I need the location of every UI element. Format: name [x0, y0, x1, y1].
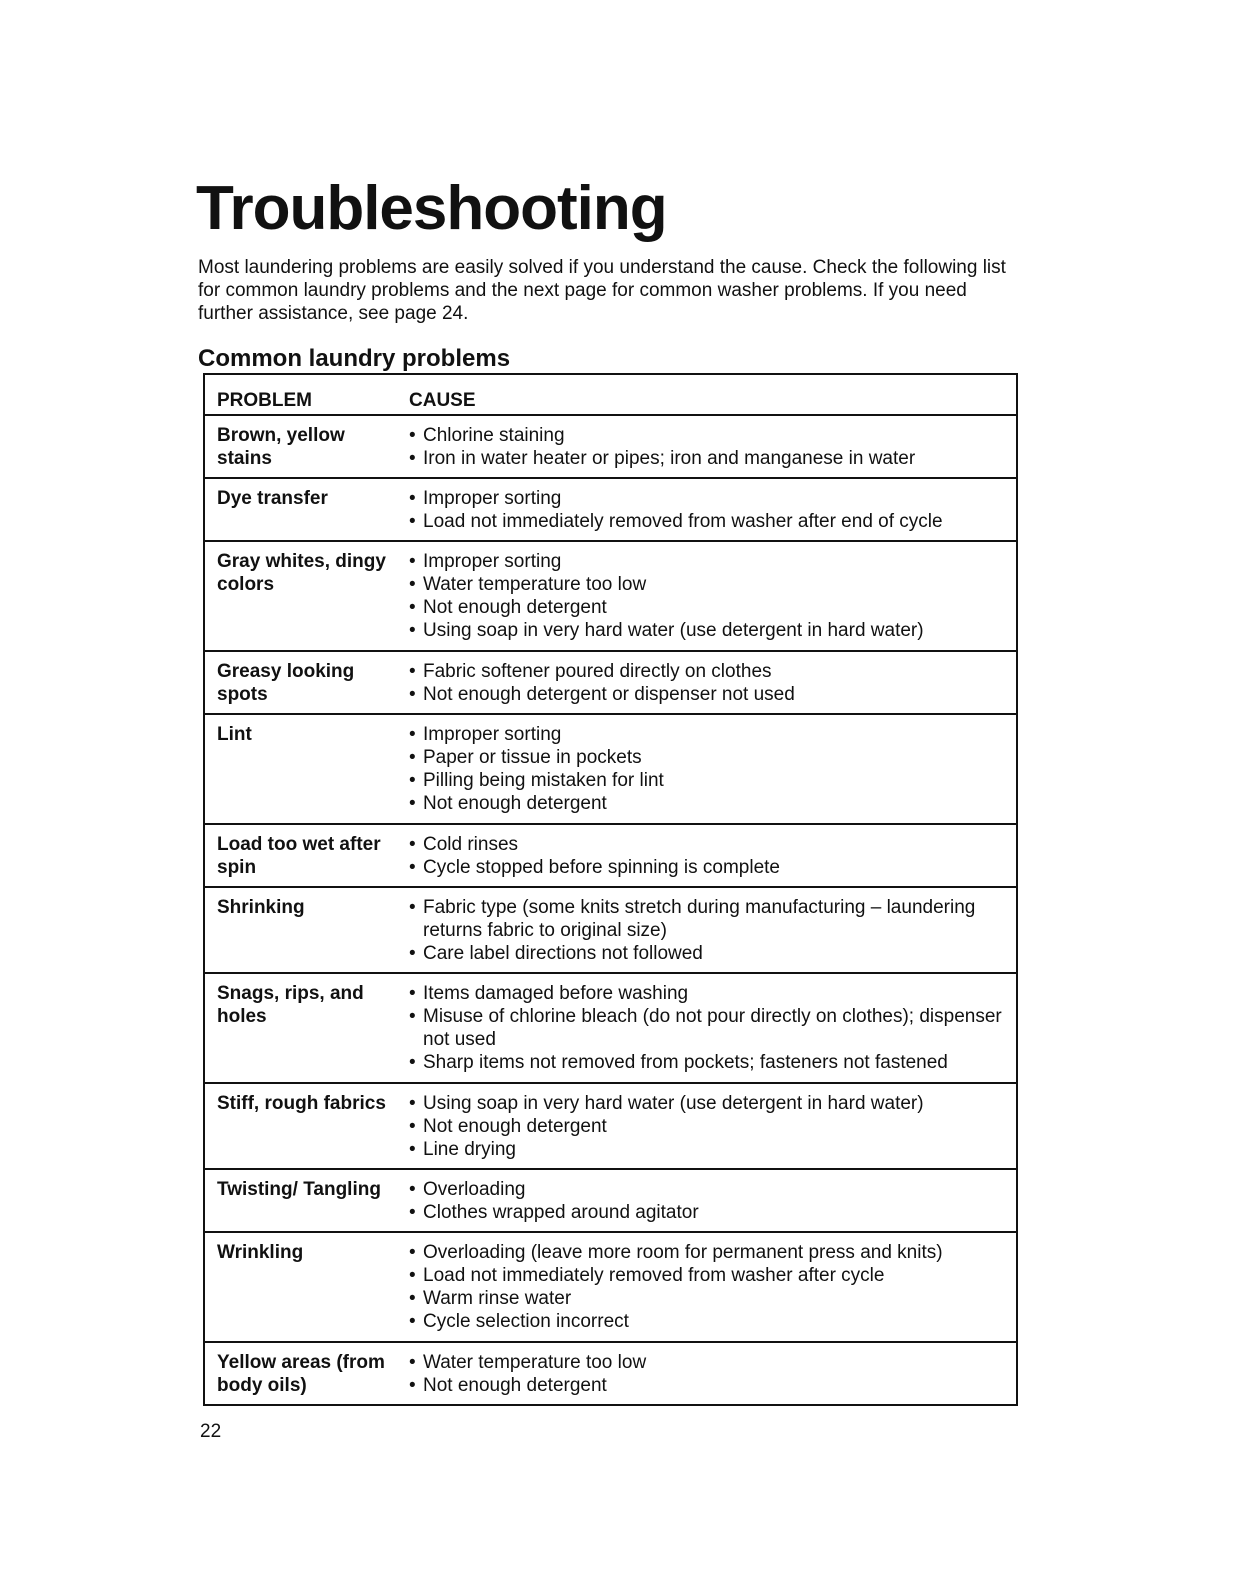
cause-list [409, 550, 1008, 642]
cause-list [409, 1092, 1008, 1161]
cause-list [409, 660, 1008, 706]
table-row [205, 541, 1016, 651]
cause-cell [397, 1083, 1016, 1169]
table-row [205, 1083, 1016, 1169]
cause-item: • Load not immediately removed from washer after end of cycle [409, 510, 1008, 533]
cause-item: • Fabric type (some knits stretch during manufacturing – laundering returns fabric to original size) [409, 896, 1008, 942]
cause-cell [397, 973, 1016, 1083]
cause-item: • Cold rinses [409, 833, 1008, 856]
problem-cell: Dye transfer [217, 488, 328, 510]
cause-item: • Line drying [409, 1138, 1008, 1161]
cause-list [409, 896, 1008, 965]
cause-item: • Water temperature too low [409, 1351, 1008, 1374]
cause-item: • Paper or tissue in pockets [409, 746, 1008, 769]
cause-item: • Iron in water heater or pipes; iron and manganese in water [409, 447, 1008, 470]
table-row [205, 478, 1016, 541]
cause-item: • Not enough detergent [409, 1374, 1008, 1397]
cause-item: • Cycle selection incorrect [409, 1310, 1008, 1333]
intro-paragraph: Most laundering problems are easily solved if you understand the cause. Check the following list for common laundry problems and the next page for common washer problems. If you need further assistance, see page 24. [198, 257, 1006, 324]
table-row [205, 714, 1016, 824]
cause-item: • Fabric softener poured directly on clothes [409, 660, 1008, 683]
table-row [205, 1342, 1016, 1404]
cause-cell [397, 714, 1016, 824]
cause-item: • Overloading (leave more room for permanent press and knits) [409, 1241, 1008, 1264]
cause-item: • Improper sorting [409, 550, 1008, 573]
cause-item: • Using soap in very hard water (use detergent in hard water) [409, 1092, 1008, 1115]
cause-item: • Not enough detergent [409, 792, 1008, 815]
problem-cell: Greasy looking spots [217, 660, 355, 705]
problem-cell: Lint [217, 723, 252, 745]
problem-cell: Twisting/ Tangling [217, 1179, 381, 1201]
problem-cell: Snags, rips, and holes [217, 982, 364, 1027]
cause-list [409, 723, 1008, 815]
cause-cell [397, 887, 1016, 973]
cause-cell [397, 1342, 1016, 1404]
cause-item: • Using soap in very hard water (use detergent in hard water) [409, 619, 1008, 642]
cause-cell [397, 1232, 1016, 1342]
page-number: 22 [200, 1421, 222, 1442]
cause-item: • Cycle stopped before spinning is complete [409, 856, 1008, 879]
problem-cell: Stiff, rough fabrics [217, 1092, 386, 1114]
table-row [205, 824, 1016, 887]
table-body [205, 415, 1016, 1404]
cause-list [409, 982, 1008, 1074]
cause-list [409, 833, 1008, 879]
cause-item: • Chlorine staining [409, 424, 1008, 447]
problem-cell: Shrinking [217, 896, 305, 918]
cause-item: • Care label directions not followed [409, 942, 1008, 965]
cause-item: • Load not immediately removed from washer after cycle [409, 1264, 1008, 1287]
cause-item: • Clothes wrapped around agitator [409, 1201, 1008, 1224]
cause-item: • Warm rinse water [409, 1287, 1008, 1310]
cause-cell [397, 824, 1016, 887]
cause-item: • Sharp items not removed from pockets; fasteners not fastened [409, 1051, 1008, 1074]
table-row [205, 1169, 1016, 1232]
cause-item: • Overloading [409, 1178, 1008, 1201]
table-header-row [205, 375, 1016, 415]
cause-item: • Misuse of chlorine bleach (do not pour directly on clothes); dispenser not used [409, 1005, 1008, 1051]
table-row [205, 887, 1016, 973]
cause-list [409, 424, 1008, 470]
cause-list [409, 487, 1008, 533]
problem-column-header: PROBLEM [205, 375, 397, 415]
problem-cell: Brown, yellow stains [217, 425, 345, 469]
cause-item: • Improper sorting [409, 487, 1008, 510]
cause-item: • Not enough detergent [409, 1115, 1008, 1138]
cause-list [409, 1351, 1008, 1397]
cause-column-header: CAUSE [397, 375, 1016, 415]
section-title: Common laundry problems [198, 345, 511, 372]
cause-item: • Water temperature too low [409, 573, 1008, 596]
problem-cell: Yellow areas (from body oils) [217, 1351, 385, 1396]
table-row [205, 651, 1016, 714]
cause-cell [397, 651, 1016, 714]
table-row [205, 415, 1016, 478]
problem-cell: Gray whites, dingy colors [217, 551, 386, 596]
cause-item: • Not enough detergent [409, 596, 1008, 619]
cause-cell [397, 1169, 1016, 1232]
table-row [205, 973, 1016, 1083]
page-title: Troubleshooting [196, 174, 667, 243]
laundry-problems-table [203, 373, 1018, 1406]
table-row [205, 1232, 1016, 1342]
cause-cell [397, 478, 1016, 541]
cause-list [409, 1178, 1008, 1224]
problem-cell: Load too wet after spin [217, 833, 381, 878]
cause-item: • Items damaged before washing [409, 982, 1008, 1005]
cause-item: • Pilling being mistaken for lint [409, 769, 1008, 792]
cause-item: • Not enough detergent or dispenser not used [409, 683, 1008, 706]
problem-cell: Wrinkling [217, 1242, 304, 1264]
cause-list [409, 1241, 1008, 1333]
cause-item: • Improper sorting [409, 723, 1008, 746]
cause-cell [397, 541, 1016, 651]
cause-cell [397, 415, 1016, 478]
